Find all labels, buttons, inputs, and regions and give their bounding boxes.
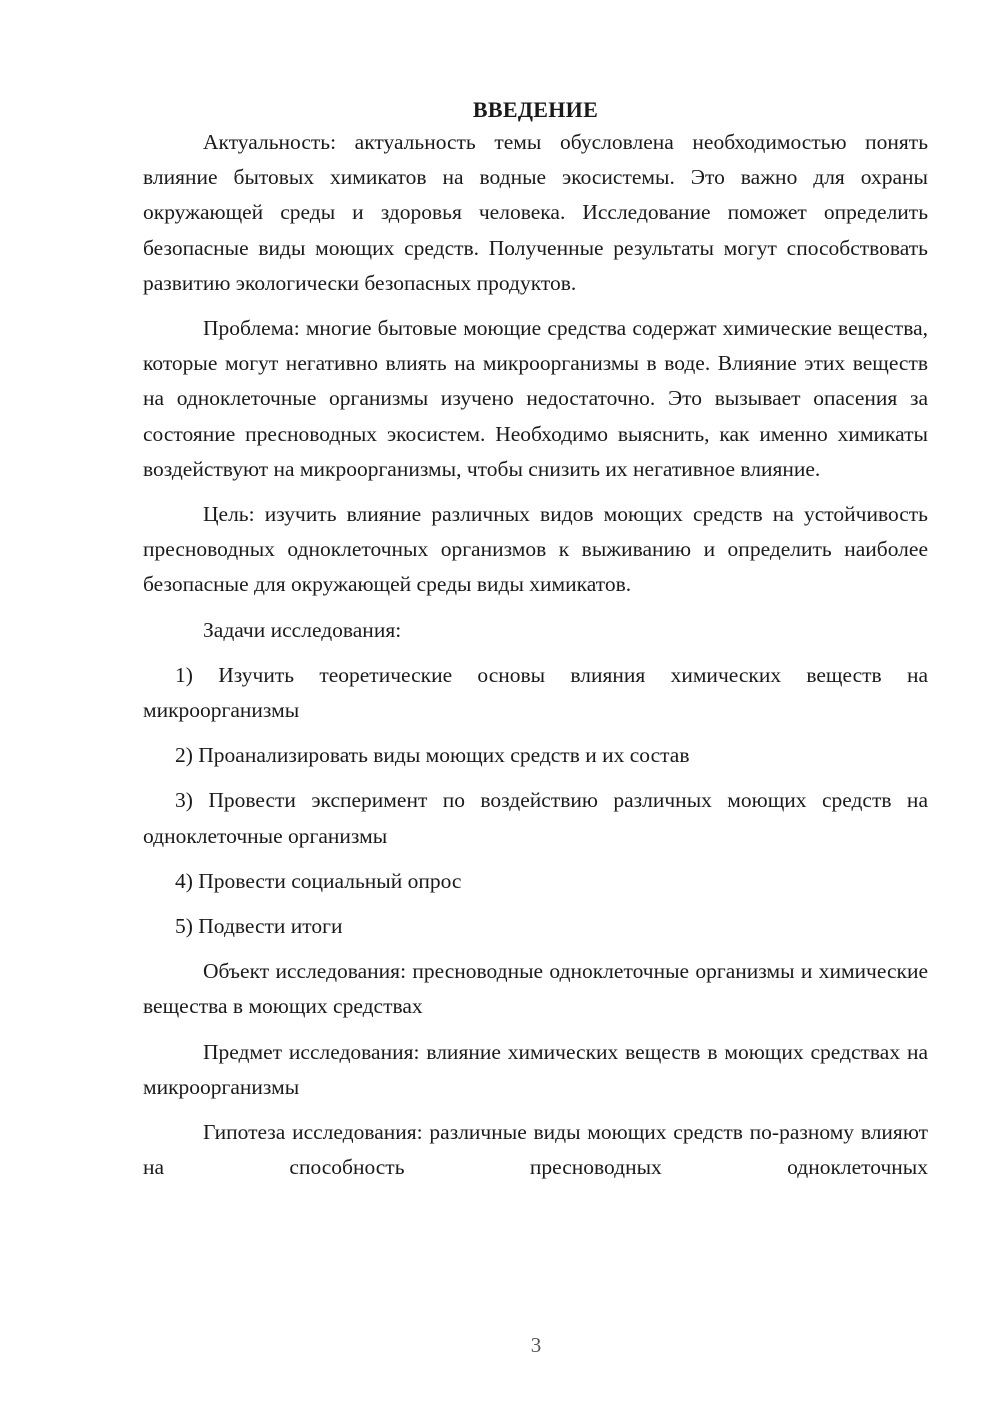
task-item-4: 4) Провести социальный опрос <box>175 868 462 893</box>
task-item-2: 2) Проанализировать виды моющих средств и их состав <box>175 743 690 768</box>
paragraph-subject: Предмет исследования: влияние химических веществ в моющих средствах на микроорганизмы <box>143 1039 928 1099</box>
paragraph-goal: Цель: изучить влияние различных видов моющих средств на устойчивость пресноводных одноклеточных организмов к выживанию и определить наиболее безопасные для окружающей среды виды химикатов. <box>143 502 928 597</box>
paragraph-hypothesis: Гипотеза исследования: различные виды моющих средств по-разному влияют на способность пресноводных одноклеточных <box>143 1120 928 1180</box>
paragraph-relevance: Актуальность: актуальность темы обусловлена необходимостью понять влияние бытовых химикатов на водные экосистемы. Это важно для охраны окружающей среды и здоровья человека. Исследование поможет определить безопасные виды моющих средств. Полученные результаты могут способствовать развитию экологически безопасных продуктов. <box>143 130 928 295</box>
task-item-3: 3) Провести эксперимент по воздействию различных моющих средств на одноклеточные организмы <box>143 788 928 848</box>
task-item-5: 5) Подвести итоги <box>175 914 343 939</box>
section-title: ВВЕДЕНИЕ <box>472 97 599 122</box>
document-page <box>143 92 928 1195</box>
paragraph-problem: Проблема: многие бытовые моющие средства содержат химические вещества, которые могут негативно влиять на микроорганизмы в воде. Влияние этих веществ на одноклеточные организмы изучено недостаточно. Это вызывает опасения за состояние пресноводных экосистем. Необходимо выяснить, как именно химикаты воздействуют на микроорганизмы, чтобы снизить их негативное влияние. <box>143 316 928 481</box>
tasks-heading: Задачи исследования: <box>203 617 402 642</box>
paragraph-object: Объект исследования: пресноводные одноклеточные организмы и химические вещества в моющих средствах <box>143 959 928 1019</box>
page-number: 3 <box>530 1333 542 1357</box>
task-item-1: 1) Изучить теоретические основы влияния химических веществ на микроорганизмы <box>143 662 928 723</box>
